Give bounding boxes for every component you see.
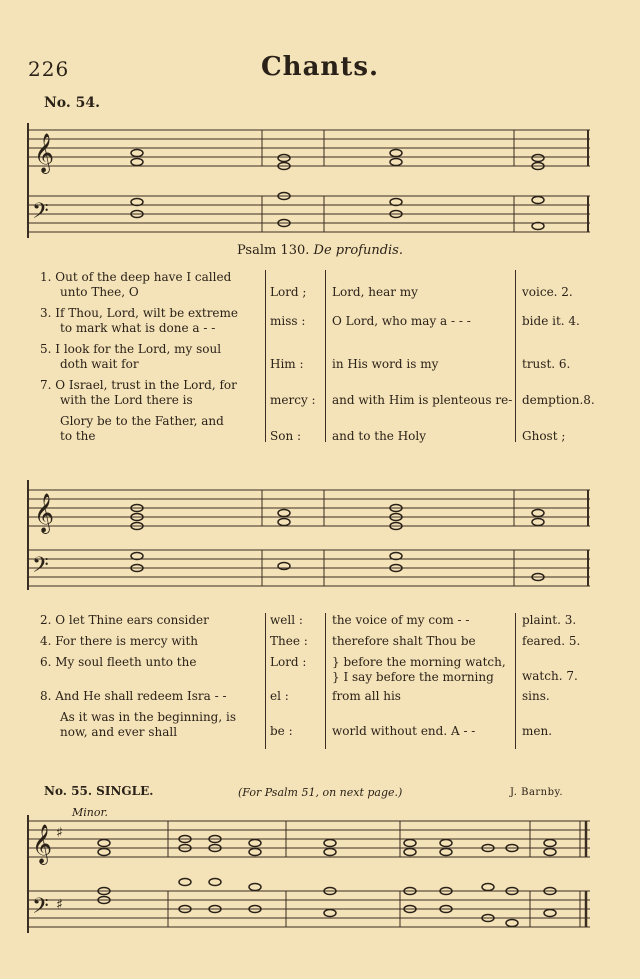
- verse-row: 2. O let Thine ears consider well : the voice of my com - - plaint. 3.: [40, 613, 577, 627]
- svg-text:𝄢: 𝄢: [32, 553, 49, 583]
- gloria-row: As it was in the beginning, is now, and ever shall be : world without end. A - - men.: [60, 710, 553, 739]
- chant-54-label: No. 54.: [44, 95, 100, 111]
- chant-55-label: No. 55. SINGLE.: [44, 784, 154, 798]
- psalm-reference: Psalm 130.: [237, 243, 310, 258]
- gloria-row: Glory be to the Father, and to the Son : and to the Holy Ghost ;: [60, 414, 566, 443]
- chant-55-note: (For Psalm 51, on next page.): [238, 786, 403, 799]
- svg-text:𝄞: 𝄞: [34, 133, 55, 173]
- composer-credit: J. Barnby.: [510, 787, 564, 798]
- psalm-latin-title: De profundis.: [313, 243, 403, 258]
- svg-text:𝄞: 𝄞: [34, 493, 55, 533]
- music-staff-system-1: [0, 118, 640, 243]
- verse-row: 8. And He shall redeem Isra - - el : from all his sins.: [40, 689, 550, 703]
- verse-row: 5. I look for the Lord, my soul doth wait for Him : in His word is my trust. 6.: [40, 342, 571, 371]
- music-staff-system-3: [0, 815, 640, 940]
- verse-row: 1. Out of the deep have I called unto Thee, O Lord ; Lord, hear my voice. 2.: [40, 270, 573, 299]
- svg-text:𝄢: 𝄢: [32, 894, 49, 924]
- svg-text:♯: ♯: [56, 825, 63, 841]
- page-number: 226: [28, 57, 70, 81]
- svg-text:𝄞: 𝄞: [32, 824, 53, 864]
- mode-marking: Minor.: [72, 806, 109, 819]
- verse-row: 3. If Thou, Lord, wilt be extreme to mark what is done a - - miss : O Lord, who may a - - - bide it. 4.: [40, 306, 580, 335]
- music-staff-system-2: [0, 478, 640, 603]
- svg-text:♯: ♯: [56, 897, 63, 913]
- psalm-text-section-2: [40, 613, 600, 753]
- psalm-heading: [0, 243, 640, 258]
- svg-text:𝄢: 𝄢: [32, 199, 49, 229]
- verse-row: 4. For there is mercy with Thee : therefore shalt Thou be feared. 5.: [40, 634, 581, 648]
- verse-row: 6. My soul fleeth unto the Lord : } before the morning watch, } I say before the morning watch. 7.: [40, 655, 578, 684]
- verse-row: 7. O Israel, trust in the Lord, for with the Lord there is mercy : and with Him is plenteous re- demption.8.: [40, 378, 595, 407]
- psalm-text-section-1: [40, 270, 600, 445]
- page-title: Chants.: [260, 52, 380, 82]
